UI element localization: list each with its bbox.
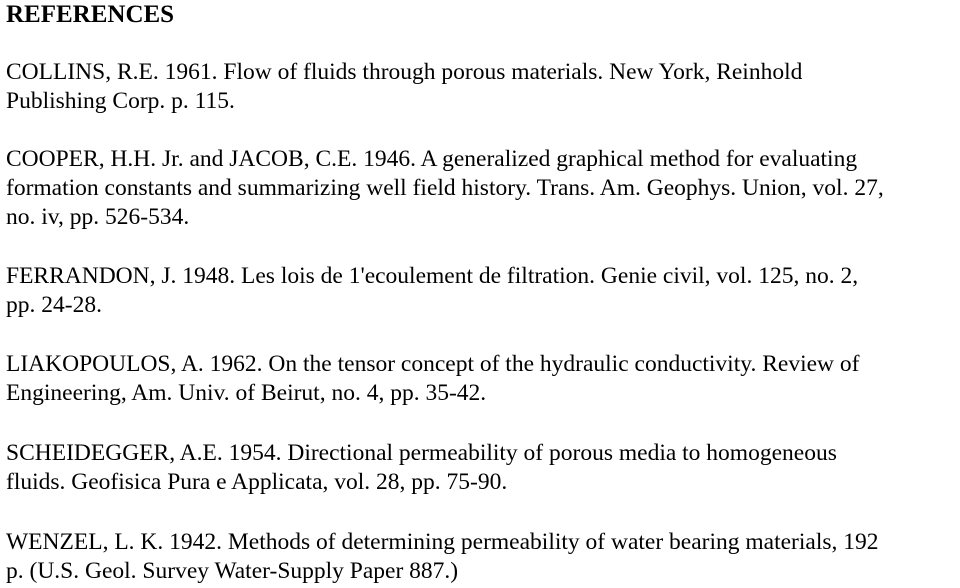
reference-line: WENZEL, L. K. 1942. Methods of determining permeability of water bearing materials, 192: [6, 529, 879, 555]
reference-line: Publishing Corp. p. 115.: [6, 88, 235, 114]
references-heading: REFERENCES: [6, 1, 175, 28]
reference-entry-wenzel: [6, 528, 956, 586]
reference-entry-collins: [6, 58, 956, 116]
reference-entry-cooper: [6, 145, 956, 232]
document-page: [6, 0, 956, 588]
reference-line: formation constants and summarizing well field history. Trans. Am. Geophys. Union, vol. 27,: [6, 175, 884, 201]
reference-line: pp. 24-28.: [6, 292, 102, 318]
reference-entry-liakopoulos: [6, 350, 956, 408]
reference-line: SCHEIDEGGER, A.E. 1954. Directional permeability of porous media to homogeneous: [6, 440, 837, 466]
reference-line: COLLINS, R.E. 1961. Flow of fluids through porous materials. New York, Reinhold: [6, 59, 803, 85]
reference-entry-scheidegger: [6, 439, 956, 497]
reference-line: COOPER, H.H. Jr. and JACOB, C.E. 1946. A generalized graphical method for evaluating: [6, 146, 858, 172]
reference-line: p. (U.S. Geol. Survey Water-Supply Paper 887.): [6, 558, 459, 584]
reference-line: no. iv, pp. 526-534.: [6, 204, 190, 230]
reference-line: fluids. Geofisica Pura e Applicata, vol. 28, pp. 75-90.: [6, 469, 508, 495]
reference-line: Engineering, Am. Univ. of Beirut, no. 4, pp. 35-42.: [6, 380, 487, 406]
reference-line: FERRANDON, J. 1948. Les lois de 1'ecoulement de filtration. Genie civil, vol. 125, no. 2,: [6, 263, 859, 289]
reference-entry-ferrandon: [6, 262, 956, 320]
reference-line: LIAKOPOULOS, A. 1962. On the tensor concept of the hydraulic conductivity. Review of: [6, 351, 860, 377]
